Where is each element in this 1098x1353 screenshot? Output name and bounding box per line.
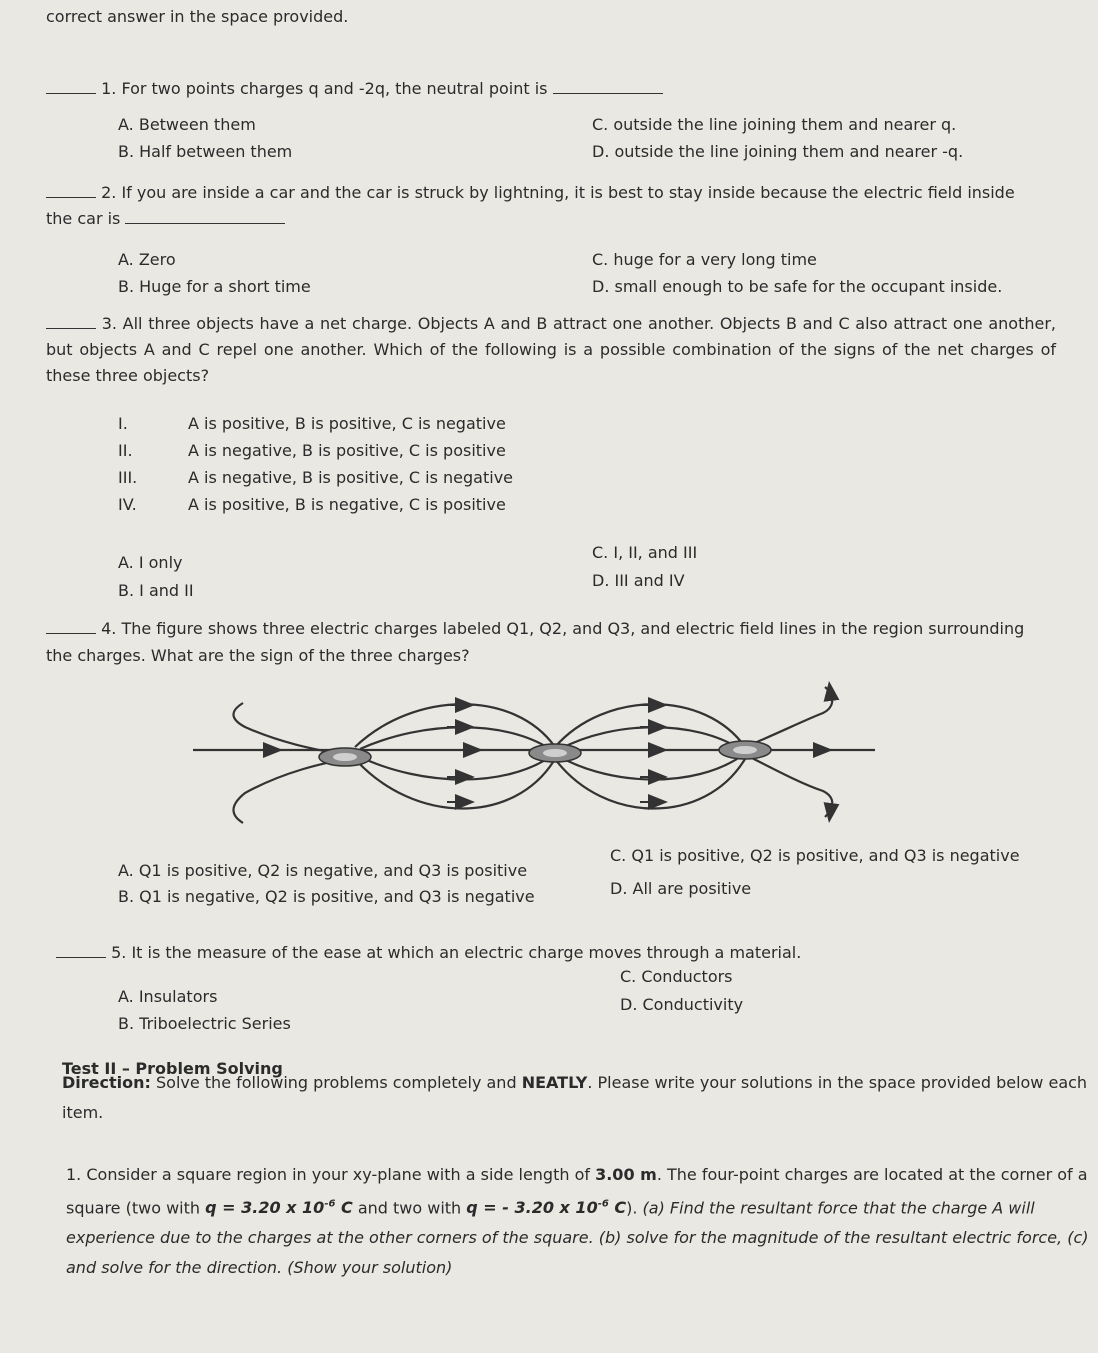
q3-option-a: A. I only — [118, 553, 183, 572]
q5-option-a: A. Insulators — [118, 987, 218, 1006]
charge-q-positive-value: q = 3.20 x 10 — [205, 1198, 325, 1218]
field-line — [560, 727, 740, 749]
field-lines-figure — [185, 675, 885, 835]
direction-neatly: NEATLY — [521, 1073, 588, 1092]
charge-q-negative-exp: -6 — [597, 1199, 609, 1210]
field-line — [555, 704, 745, 747]
q1-option-b: B. Half between them — [118, 142, 293, 161]
charge-q-negative-value: q = - 3.20 x 10 — [466, 1198, 598, 1218]
problem-1-text-e: (a) Find the resultant force that the charge A will experience due to the charges at the other corners of the square. (b) solve for the magnitude of the resultant electric force, (c) and solve for the direction. (Show your solution) — [66, 1198, 1089, 1278]
question-1 — [46, 78, 663, 100]
problem-1-text-b: . The four-point charges are located at the corner of a square (two with — [66, 1165, 1088, 1218]
arrow-mark — [830, 689, 831, 697]
q3-item-text-1: A is positive, B is positive, C is negative — [188, 414, 506, 433]
question-2-text-cont: the car is — [46, 209, 121, 228]
q1-option-a: A. Between them — [118, 115, 256, 134]
q3-item-num-4: IV. — [118, 495, 137, 514]
q3-item-text-2: A is negative, B is positive, C is positive — [188, 441, 506, 460]
charge-q1-core — [333, 753, 357, 761]
test-2-heading: Test II – Problem Solving — [62, 1059, 283, 1078]
answer-blank-1[interactable] — [46, 79, 96, 94]
field-line — [750, 687, 832, 745]
q5-option-b: B. Triboelectric Series — [118, 1014, 291, 1033]
answer-blank-2[interactable] — [46, 183, 96, 198]
question-3 — [46, 311, 1056, 389]
problem-1-text-d: ). — [626, 1198, 643, 1218]
field-line — [360, 727, 550, 749]
fill-blank-1 — [553, 79, 663, 94]
q5-option-c: C. Conductors — [620, 967, 733, 986]
q3-item-num-2: II. — [118, 441, 133, 460]
question-4-cont: the charges. What are the sign of the three charges? — [46, 646, 470, 665]
question-2-text: 2. If you are inside a car and the car is struck by lightning, it is best to stay inside because the electric field inside — [101, 183, 1015, 202]
q4-option-d: D. All are positive — [610, 879, 752, 898]
field-line — [355, 704, 555, 747]
question-2 — [46, 182, 1015, 204]
q2-option-c: C. huge for a very long time — [592, 250, 817, 269]
direction-text-b: . Please write your solutions in the space provided below each item. — [62, 1073, 1088, 1122]
q2-option-b: B. Huge for a short time — [118, 277, 311, 296]
q3-item-text-3: A is negative, B is positive, C is negative — [188, 468, 514, 487]
question-1-text: 1. For two points charges q and -2q, the neutral point is — [101, 79, 548, 98]
answer-blank-5[interactable] — [56, 943, 106, 958]
question-2-cont — [46, 208, 285, 230]
q3-item-num-3: III. — [118, 468, 138, 487]
q2-option-a: A. Zero — [118, 250, 176, 269]
q2-option-d: D. small enough to be safe for the occupant inside. — [592, 277, 1003, 296]
problem-1 — [66, 1160, 1096, 1283]
intro-text: correct answer in the space provided. — [46, 7, 349, 26]
question-4 — [46, 618, 1024, 640]
q3-option-d: D. III and IV — [592, 571, 685, 590]
charges — [319, 741, 771, 766]
direction-paragraph — [62, 1068, 1096, 1128]
charge-q-positive-unit: C — [335, 1198, 353, 1218]
q5-option-d: D. Conductivity — [620, 995, 744, 1014]
charge-q-negative — [466, 1198, 626, 1217]
charge-q-positive-exp: -6 — [324, 1199, 336, 1210]
q3-item-text-4: A is positive, B is negative, C is positive — [188, 495, 506, 514]
problem-1-length: 3.00 m — [595, 1165, 657, 1184]
field-line — [233, 759, 345, 823]
q4-option-c: C. Q1 is positive, Q2 is positive, and Q3 is negative — [610, 846, 1020, 865]
q3-item-num-1: I. — [118, 414, 128, 433]
charge-q-negative-unit: C — [608, 1198, 627, 1218]
question-4-text: 4. The figure shows three electric charges labeled Q1, Q2, and Q3, and electric field lines in the region surrounding — [101, 619, 1025, 638]
q4-option-a: A. Q1 is positive, Q2 is negative, and Q3 is positive — [118, 861, 528, 880]
q1-option-d: D. outside the line joining them and nearer -q. — [592, 142, 964, 161]
question-5 — [56, 942, 801, 964]
answer-blank-3[interactable] — [46, 314, 96, 329]
q3-option-c: C. I, II, and III — [592, 543, 698, 562]
question-5-text: 5. It is the measure of the ease at which an electric charge moves through a material. — [111, 943, 802, 962]
problem-1-text-a: 1. Consider a square region in your xy-plane with a side length of — [66, 1165, 596, 1184]
field-line — [233, 703, 345, 755]
direction-text-a: Solve the following problems completely and — [150, 1073, 522, 1092]
q1-option-c: C. outside the line joining them and nearer q. — [592, 115, 957, 134]
charge-q-positive — [205, 1198, 353, 1217]
field-line — [750, 757, 832, 817]
q4-option-b: B. Q1 is negative, Q2 is positive, and Q3 is negative — [118, 887, 535, 906]
charge-q2-core — [543, 749, 567, 757]
arrow-mark — [830, 807, 831, 815]
direction-label: Direction: — [62, 1073, 151, 1092]
q3-option-b: B. I and II — [118, 581, 194, 600]
fill-blank-2 — [125, 209, 285, 224]
problem-1-text-c: and two with — [352, 1198, 467, 1218]
answer-blank-4[interactable] — [46, 619, 96, 634]
question-3-text: 3. All three objects have a net charge. Objects A and B attract one another. Objects B and C also attract one another, but objects A and C repel one another. Which of the following is a possible combination of the signs of the net charges of these three objects? — [46, 314, 1056, 385]
charge-q3-core — [733, 746, 757, 754]
